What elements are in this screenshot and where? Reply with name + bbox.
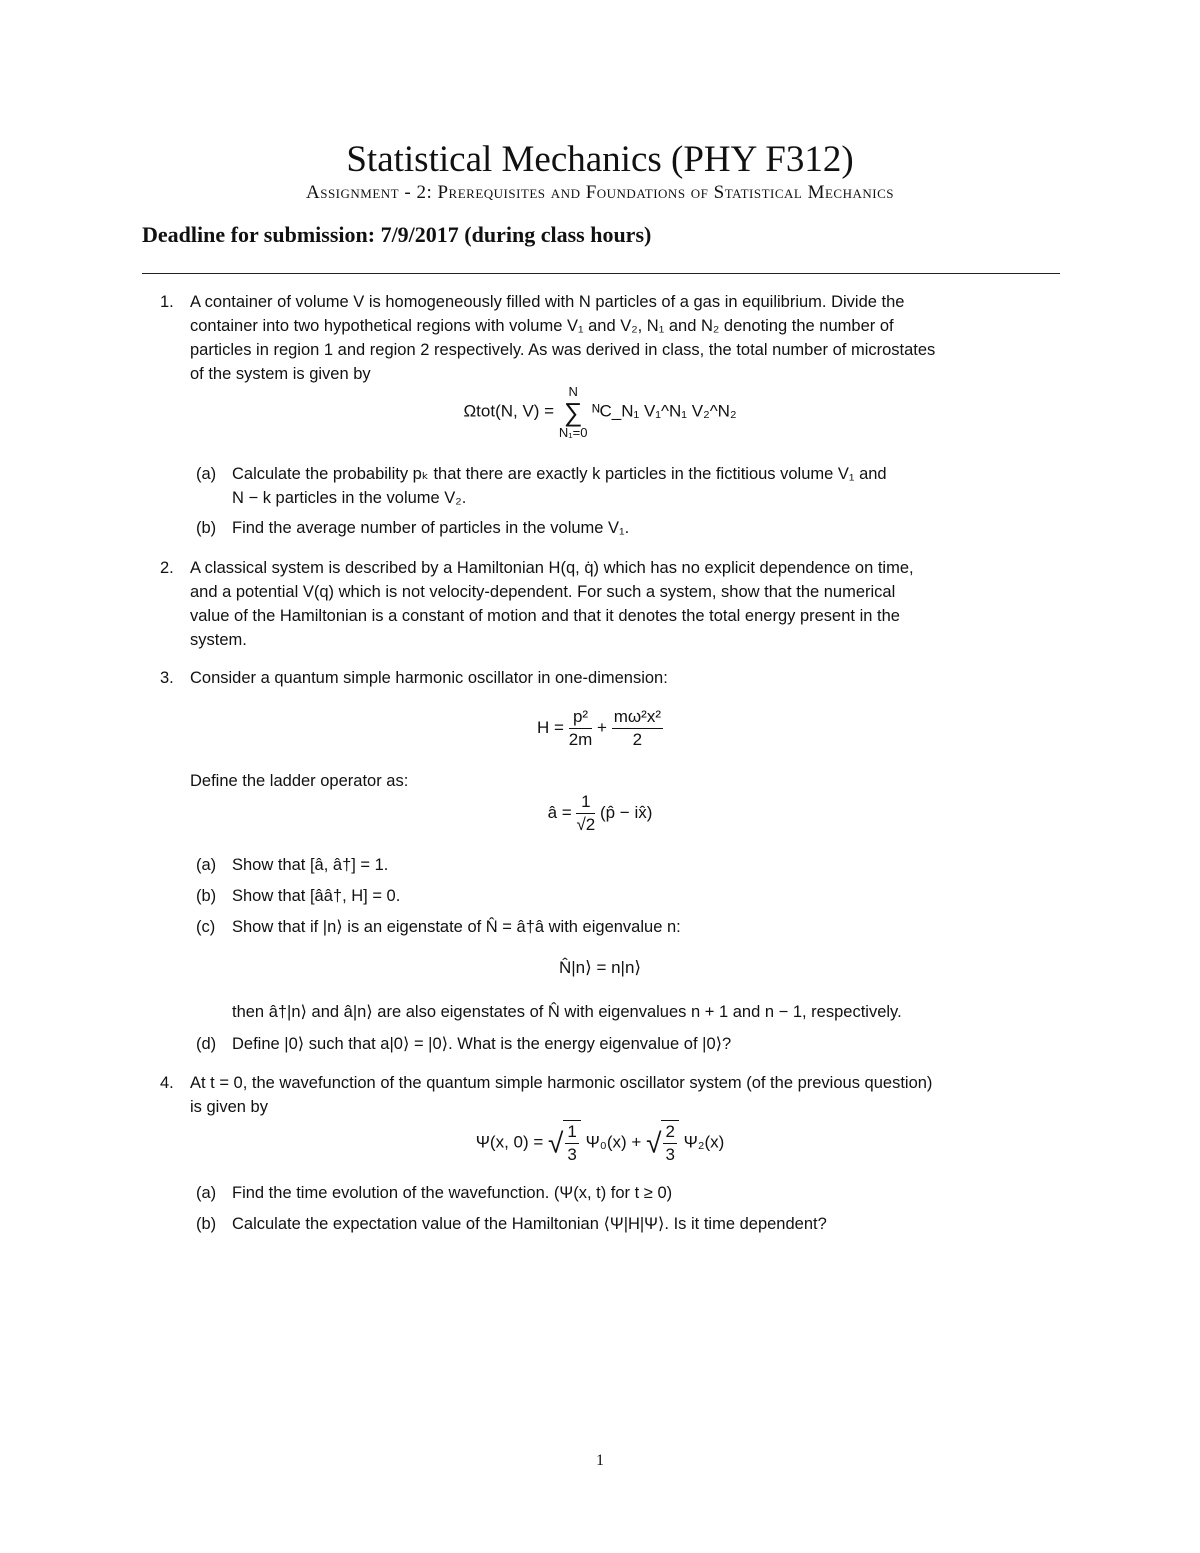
q3-part-d-label: (d) — [196, 1035, 217, 1053]
ladder-denominator: √2 — [576, 815, 596, 834]
question-3-number: 3. — [160, 669, 174, 687]
sigma-symbol: ∑ — [563, 397, 583, 427]
q4-part-b-line-1: Calculate the expectation value of the Hamiltonian ⟨Ψ|H|Ψ⟩. Is it time dependent? — [232, 1215, 827, 1233]
sum-upper-limit: N — [568, 384, 578, 399]
q4-part-a-label: (a) — [196, 1184, 217, 1202]
sqrt-one-third: √ $\frac{1}{3}$ — [548, 1120, 581, 1166]
coef1-numerator: 1 — [565, 1121, 578, 1144]
kinetic-fraction — [569, 706, 593, 751]
question-2-line-1: A classical system is described by a Hamiltonian H(q, q̇) which has no explicit dependence on time, — [190, 559, 914, 577]
ladder-fraction — [576, 791, 595, 836]
hamiltonian-lhs: H = — [537, 717, 564, 737]
question-4-number: 4. — [160, 1074, 174, 1092]
question-2-line-3: value of the Hamiltonian is a constant of motion and that it denotes the total energy present in the — [190, 607, 900, 625]
ladder-rhs: (p̂ − ix̂) — [599, 802, 653, 822]
omega-lhs: Ωtot(N, V) = — [463, 401, 555, 421]
q3-part-d-line-1: Define |0⟩ such that a|0⟩ = |0⟩. What is the energy eigenvalue of |0⟩? — [232, 1035, 732, 1053]
potential-fraction — [612, 706, 663, 751]
question-1-number: 1. — [160, 293, 174, 311]
q3-part-c-label: (c) — [196, 918, 216, 936]
question-1-line-2: container into two hypothetical regions with volume V₁ and V₂, N₁ and N₂ denoting the number of — [190, 317, 894, 335]
microstates-equation — [0, 384, 1200, 440]
assignment-subtitle: Assignment - 2: Prerequisites and Foundations of Statistical Mechanics — [306, 182, 894, 203]
wavefunction-lhs: Ψ(x, 0) = — [475, 1132, 544, 1152]
deadline-line: Deadline for submission: 7/9/2017 (during class hours) — [142, 222, 652, 247]
question-4-line-2: is given by — [190, 1098, 268, 1116]
ladder-lhs: â = — [547, 802, 572, 822]
eigenvalue-equation: N̂|n⟩ = n|n⟩ — [558, 958, 642, 977]
wavefunction-term-1: Ψ₀(x) + — [585, 1132, 642, 1152]
coef1-denominator: 3 — [567, 1145, 577, 1164]
sqrt-two-thirds: √ $\frac{2}{3}$ — [646, 1120, 679, 1166]
q1-part-b-line-1: Find the average number of particles in the volume V₁. — [232, 519, 630, 537]
wavefunction-term-2: Ψ₂(x) — [683, 1132, 725, 1152]
kinetic-numerator: p² — [569, 706, 593, 729]
coef2-numerator: 2 — [663, 1121, 676, 1144]
q3-part-b-label: (b) — [196, 887, 217, 905]
question-1-line-4: of the system is given by — [190, 365, 371, 383]
page-number: 1 — [596, 1452, 604, 1469]
horizontal-rule — [142, 273, 1060, 274]
q4-part-a-line-1: Find the time evolution of the wavefunction. (Ψ(x, t) for t ≥ 0) — [232, 1184, 673, 1202]
q3-part-c-line-2: then â†|n⟩ and â|n⟩ are also eigenstates of N̂ with eigenvalues n + 1 and n − 1, respectively. — [232, 1003, 902, 1021]
question-4-line-1: At t = 0, the wavefunction of the quantum simple harmonic oscillator system (of the previous question) — [190, 1074, 933, 1092]
summand: ᴺC_N₁ V₁^N₁ V₂^N₂ — [592, 401, 737, 421]
hamiltonian-equation — [0, 706, 1200, 751]
question-2-line-4: system. — [190, 631, 247, 649]
ladder-equation — [0, 791, 1200, 836]
question-3-line-1: Consider a quantum simple harmonic oscillator in one-dimension: — [190, 669, 668, 687]
kinetic-denominator: 2m — [568, 730, 593, 749]
potential-numerator: mω²x² — [612, 706, 663, 729]
wavefunction-equation — [0, 1120, 1200, 1166]
question-2-number: 2. — [160, 559, 174, 577]
q3-part-a-label: (a) — [196, 856, 217, 874]
q1-part-a-label: (a) — [196, 465, 217, 483]
page-title: Statistical Mechanics (PHY F312) — [346, 139, 854, 180]
question-2-line-2: and a potential V(q) which is not velocity-dependent. For such a system, show that the numerical — [190, 583, 896, 601]
q3-part-a-line-1: Show that [â, â†] = 1. — [232, 856, 389, 874]
ladder-intro: Define the ladder operator as: — [190, 772, 409, 790]
q1-part-a-line-1: Calculate the probability pₖ that there are exactly k particles in the fictitious volume V₁ and — [232, 465, 887, 483]
q3-part-c-line-1: Show that if |n⟩ is an eigenstate of N̂ = â†â with eigenvalue n: — [232, 918, 681, 936]
summation — [559, 384, 588, 440]
coef2-denominator: 3 — [665, 1145, 675, 1164]
q1-part-a-line-2: N − k particles in the volume V₂. — [232, 489, 467, 507]
q1-part-b-label: (b) — [196, 519, 217, 537]
q3-part-b-line-1: Show that [ââ†, H] = 0. — [232, 887, 401, 905]
question-1-line-1: A container of volume V is homogeneously filled with N particles of a gas in equilibrium. Divide the — [190, 293, 905, 311]
question-1-line-3: particles in region 1 and region 2 respectively. As was derived in class, the total number of microstates — [190, 341, 936, 359]
plus-sign: + — [597, 717, 607, 737]
sum-lower-limit: N₁=0 — [558, 425, 588, 440]
q4-part-b-label: (b) — [196, 1215, 217, 1233]
potential-denominator: 2 — [632, 730, 643, 749]
ladder-numerator: 1 — [576, 791, 595, 814]
